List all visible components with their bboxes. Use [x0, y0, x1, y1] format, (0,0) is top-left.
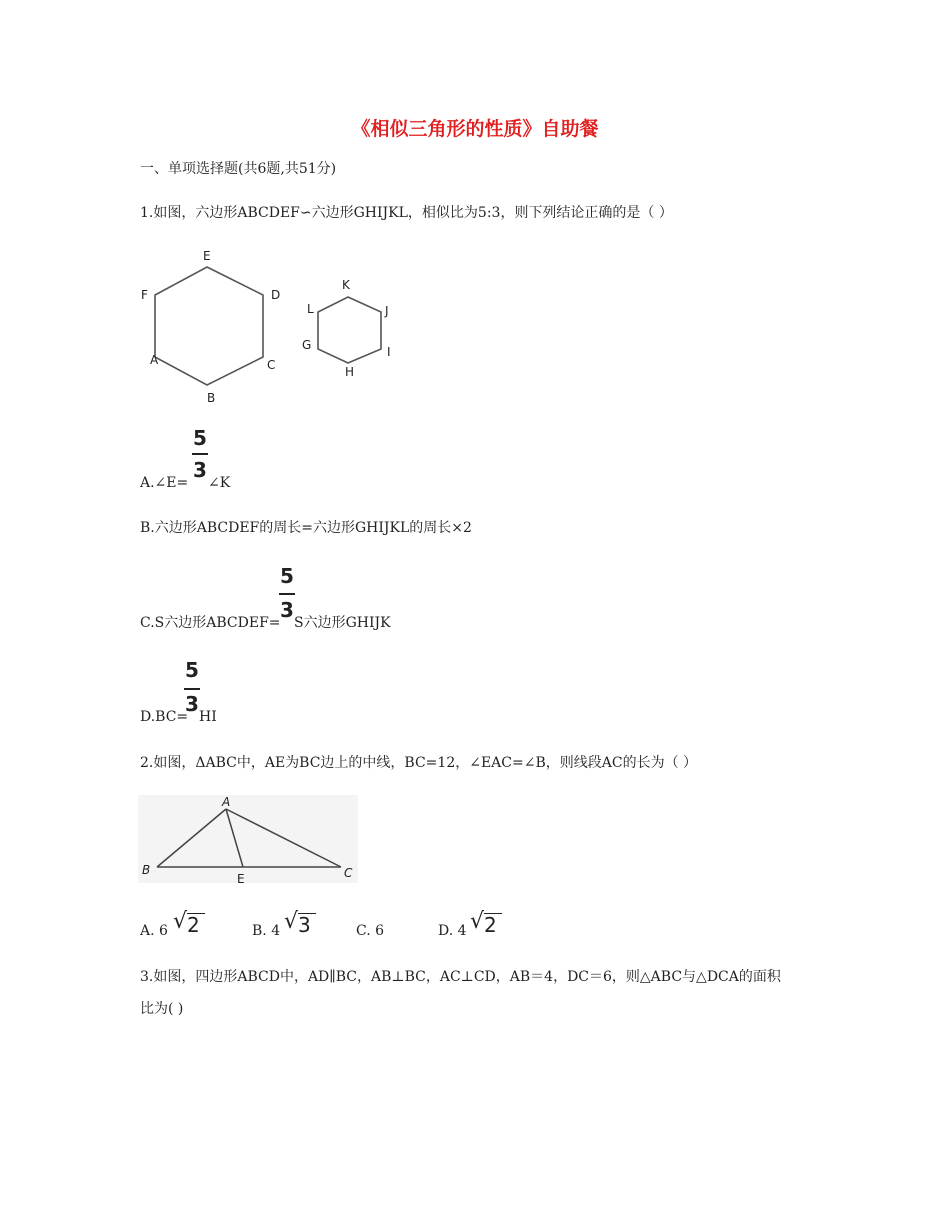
- label-K: K: [342, 278, 350, 292]
- sqrt-icon: √: [284, 909, 299, 934]
- q1-stem: 1.如图，六边形ABCDEF∽六边形GHIJKL，相似比为5:3，则下列结论正确的是（ ）: [140, 205, 673, 221]
- label-C: C: [344, 866, 353, 880]
- label-B: B: [207, 391, 216, 405]
- fraction-denominator: 3: [185, 692, 199, 716]
- label-L: L: [307, 302, 314, 316]
- fraction-bar: [279, 593, 295, 595]
- q3-stem-line2: 比为( ): [140, 1001, 184, 1017]
- label-B: B: [142, 863, 151, 877]
- fraction-denominator: 3: [193, 458, 207, 482]
- q2-option-a-left: A. 6: [140, 923, 168, 939]
- q1-option-b: B.六边形ABCDEF的周长=六边形GHIJKL的周长×2: [140, 520, 472, 536]
- label-I: I: [387, 345, 391, 359]
- label-A: A: [150, 353, 159, 367]
- q2-stem: 2.如图，ΔABC中，AE为BC边上的中线，BC=12，∠EAC=∠B，则线段AC的长为（ ）: [140, 755, 698, 771]
- hexagon-figure: [135, 245, 415, 410]
- fraction-bar: [184, 688, 200, 690]
- figure-background: [138, 795, 358, 883]
- label-E: E: [203, 249, 211, 263]
- sqrt-icon: √: [470, 909, 485, 934]
- q3-stem-line1: 3.如图，四边形ABCD中，AD∥BC，AB⊥BC，AC⊥CD，AB＝4，DC＝6，则△ABC与△DCA的面积: [140, 969, 781, 985]
- q1-option-c-left: C.S六边形ABCDEF=: [140, 615, 281, 631]
- q1-option-d-right: HI: [199, 709, 217, 725]
- label-E: E: [237, 872, 245, 885]
- q2-option-b-left: B. 4: [252, 923, 281, 939]
- fraction-numerator: 5: [185, 658, 199, 682]
- radicand: 2: [484, 913, 502, 936]
- label-A: A: [222, 795, 231, 809]
- label-F: F: [141, 288, 148, 302]
- fraction-denominator: 3: [280, 598, 294, 622]
- q1-option-c-right: S六边形GHIJK: [294, 615, 391, 631]
- q1-option-a-left: A.∠E=: [140, 475, 189, 491]
- small-hexagon: [318, 297, 381, 363]
- q1-option-a-right: ∠K: [208, 475, 231, 491]
- q1-option-d-left: D.BC=: [140, 709, 189, 725]
- label-G: G: [302, 338, 312, 352]
- fraction-numerator: 5: [280, 564, 294, 588]
- fraction-bar: [192, 453, 208, 455]
- page-title: 《相似三角形的性质》自助餐: [351, 118, 599, 140]
- q2-option-d-left: D. 4: [438, 923, 467, 939]
- q2-option-c: C. 6: [356, 923, 385, 939]
- label-C: C: [267, 358, 276, 372]
- triangle-figure: [138, 795, 358, 885]
- radicand: 3: [298, 913, 316, 936]
- section-heading: 一、单项选择题(共6题,共51分): [140, 161, 337, 177]
- label-D: D: [271, 288, 281, 302]
- radicand: 2: [187, 913, 205, 936]
- label-H: H: [345, 365, 355, 379]
- big-hexagon: [155, 267, 263, 385]
- sqrt-icon: √: [173, 909, 188, 934]
- label-J: J: [385, 304, 389, 318]
- fraction-numerator: 5: [193, 426, 207, 450]
